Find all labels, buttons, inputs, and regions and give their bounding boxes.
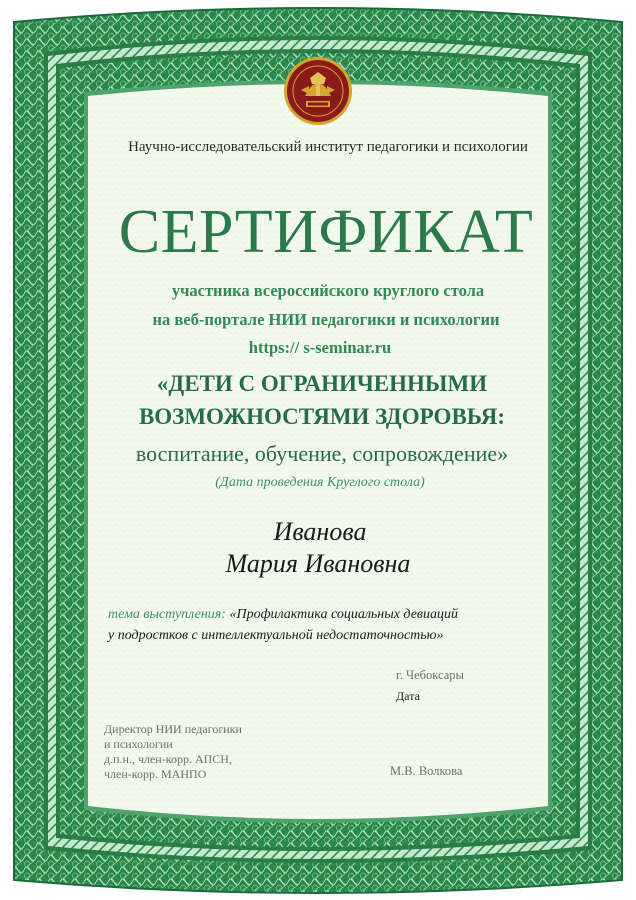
topic-line-1: «ДЕТИ С ОГРАНИЧЕННЫМИ — [156, 371, 488, 396]
topic-line-3: воспитание, обучение, сопровождение» — [135, 441, 509, 466]
director-line-1: Директор НИИ педагогики — [104, 722, 242, 736]
director-line-2: и психологии — [104, 737, 173, 751]
director-line-4: член-корр. МАНПО — [104, 767, 207, 781]
institute-seal-emblem — [283, 56, 353, 126]
participant-name: Мария Ивановна — [225, 549, 411, 578]
director-credentials — [104, 722, 242, 782]
certificate-title: СЕРТИФИКАТ — [118, 198, 534, 266]
subtitle-line-2: на веб-портале НИИ педагогики и психологии — [152, 310, 500, 329]
portal-url: https:// s-seminar.ru — [248, 338, 392, 357]
director-line-3: д.п.н., член-корр. АПСН, — [104, 752, 232, 766]
signer-name: М.В. Волкова — [390, 764, 463, 778]
event-date: (Дата проведения Круглого стола) — [215, 475, 425, 490]
city: г. Чебоксары — [396, 668, 464, 682]
institute-name: Научно-исследовательский институт педагогики и психологии — [128, 139, 528, 155]
speech-title-part-2: у подростков с интеллектуальной недостаточностью» — [108, 628, 444, 643]
speech-title-part-1: «Профилактика социальных девиаций — [229, 607, 458, 622]
participant-surname: Иванова — [273, 517, 367, 546]
speech-topic-line-1 — [108, 604, 528, 625]
subtitle-line-1: участника всероссийского круглого стола — [171, 281, 485, 300]
issue-date: Дата — [396, 689, 420, 703]
speech-label: тема выступления: — [108, 607, 226, 622]
topic-line-2: ВОЗМОЖНОСТЯМИ ЗДОРОВЬЯ: — [138, 404, 506, 429]
speech-topic — [108, 604, 528, 646]
